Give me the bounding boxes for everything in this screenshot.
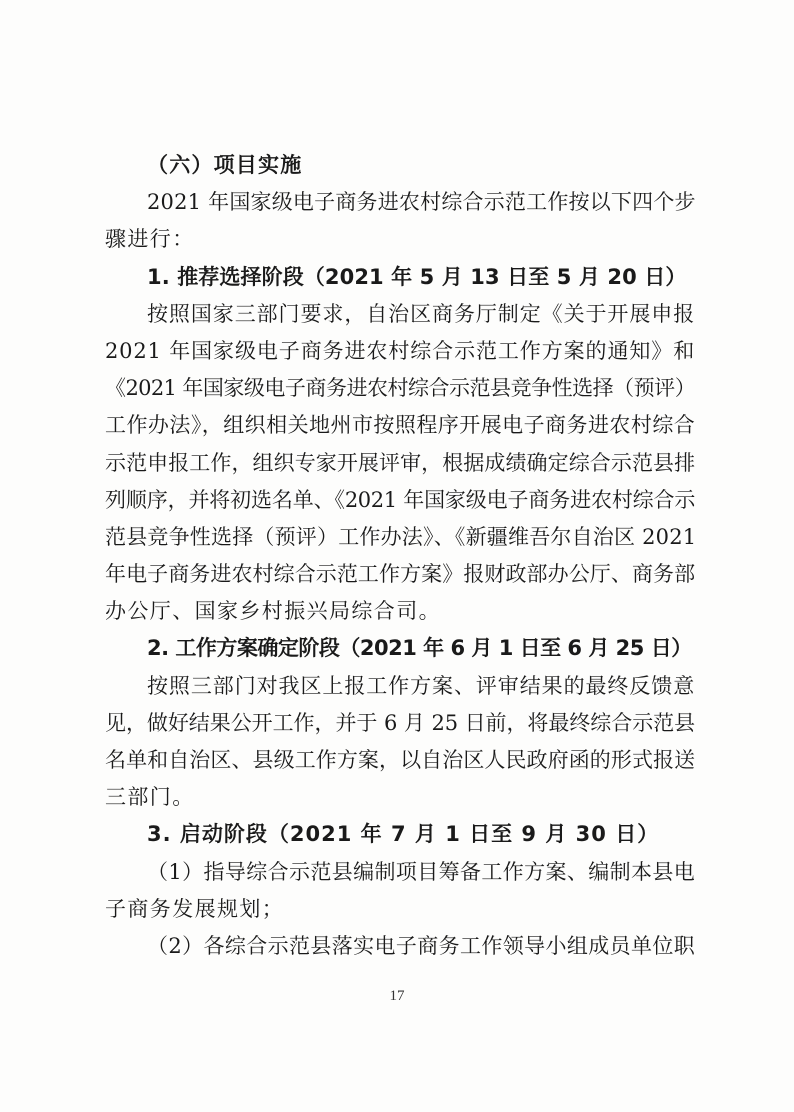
stage1-line-4: 工作办法》，组织相关地州市按照程序开展电子商务进农村综合: [105, 413, 695, 438]
stage1-line-1: 按照国家三部门要求，自治区商务厅制定《关于开展申报: [147, 301, 695, 326]
stage2-line-3: 名单和自治区、县级工作方案，以自治区人民政府函的形式报送: [105, 748, 695, 772]
page-number: 17: [389, 988, 405, 1004]
stage1-line-3: 《2021 年国家级电子商务进农村综合示范县竞争性选择（预评）: [105, 376, 695, 401]
stage2-line-2: 见，做好结果公开工作，并于 6 月 25 日前，将最终综合示范县: [105, 710, 695, 735]
stage1-line-7: 范县竞争性选择（预评）工作办法》、《新疆维吾尔自治区 2021: [105, 524, 697, 549]
intro-line-2: 骤进行：: [105, 227, 195, 252]
stage3-line-3: （2）各综合示范县落实电子商务工作领导小组成员单位职: [147, 933, 695, 958]
stage1-line-6: 列顺序，并将初选名单、《2021 年国家级电子商务进农村综合示: [105, 487, 695, 512]
stage2-title: 2. 工作方案确定阶段（2021 年 6 月 1 日至 6 月 25 日）: [147, 636, 692, 661]
stage3-line-2: 子商务发展规划；: [105, 896, 285, 921]
document-body: [105, 147, 695, 965]
stage3-line-1: （1）指导综合示范县编制项目筹备工作方案、编制本县电: [147, 859, 695, 884]
stage2-line-1: 按照三部门对我区上报工作方案、评审结果的最终反馈意: [147, 673, 695, 698]
stage1-line-8: 年电子商务进农村综合示范工作方案》报财政部办公厅、商务部: [105, 562, 695, 587]
stage2-line-4: 三部门。: [105, 785, 195, 810]
intro-line-1: 2021 年国家级电子商务进农村综合示范工作按以下四个步: [147, 190, 696, 215]
stage3-title: 3. 启动阶段（2021 年 7 月 1 日至 9 月 30 日）: [147, 822, 660, 847]
stage1-line-9: 办公厅、国家乡村振兴局综合司。: [105, 599, 441, 624]
stage1-line-5: 示范申报工作，组织专家开展评审，根据成绩确定综合示范县排: [105, 450, 695, 475]
section-heading: （六）项目实施: [147, 153, 303, 177]
stage1-title: 1. 推荐选择阶段（2021 年 5 月 13 日至 5 月 20 日）: [147, 264, 687, 289]
stage1-line-2: 2021 年国家级电子商务进农村综合示范工作方案的通知》和: [105, 338, 695, 363]
